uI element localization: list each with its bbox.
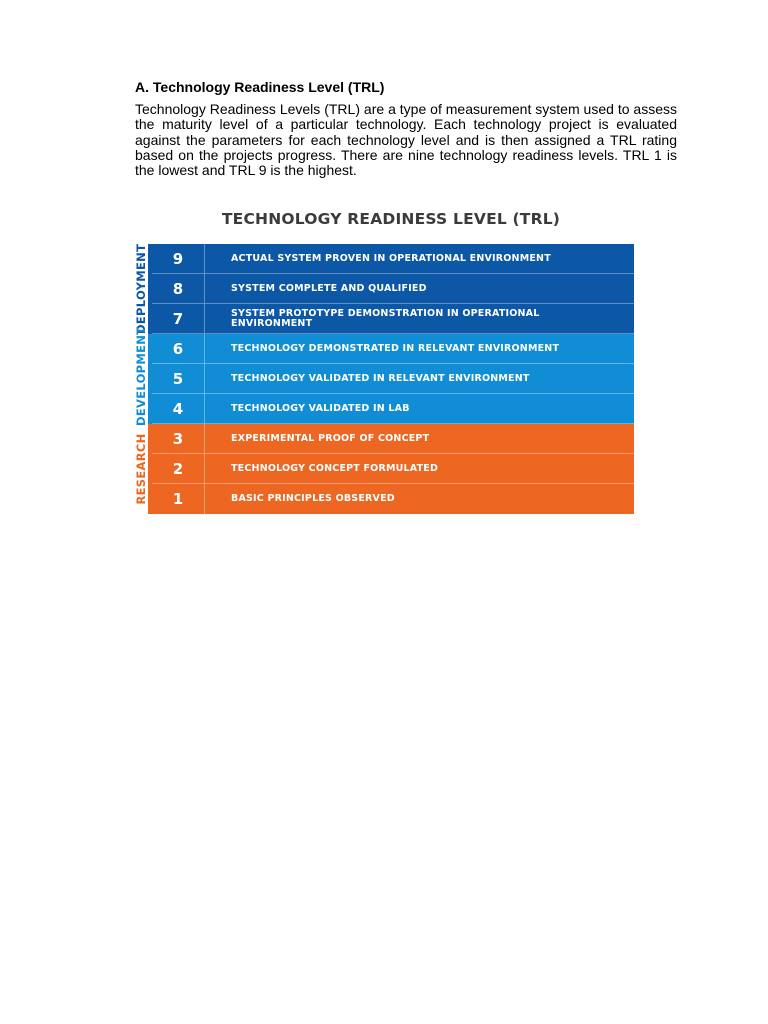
trl-level-description: BASIC PRINCIPLES OBSERVED <box>231 493 395 504</box>
trl-level-description: TECHNOLOGY DEMONSTRATED IN RELEVANT ENVIRONMENT <box>231 342 560 354</box>
trl-level-description: TECHNOLOGY CONCEPT FORMULATED <box>231 462 439 474</box>
trl-level-number: 4 <box>152 394 205 423</box>
trl-table <box>152 244 634 514</box>
trl-row-5 <box>152 364 634 394</box>
trl-level-description: ACTUAL SYSTEM PROVEN IN OPERATIONAL ENVIRONMENT <box>231 252 551 264</box>
intro-paragraph: Technology Readiness Levels (TRL) are a type of measurement system used to assess the maturity level of a particular technology. Each technology project is evaluated against the parameters for each technology level and is then assigned a TRL rating based on the projects progress. There are nine technology readiness levels. TRL 1 is the lowest and TRL 9 is the highest. <box>135 101 677 179</box>
trl-row-9 <box>152 244 634 274</box>
trl-level-number: 9 <box>152 244 205 273</box>
trl-level-number: 6 <box>152 334 205 363</box>
section-heading: A. Technology Readiness Level (TRL) <box>135 79 385 95</box>
trl-figure-title: TECHNOLOGY READINESS LEVEL (TRL) <box>221 210 561 228</box>
trl-level-number: 2 <box>152 454 205 483</box>
trl-level-description: TECHNOLOGY VALIDATED IN RELEVANT ENVIRONMENT <box>231 372 530 384</box>
trl-row-1 <box>152 484 634 514</box>
phase-label-research: RESEARCH <box>134 433 148 505</box>
phase-label-deployment: DEPLOYMENT <box>134 243 148 334</box>
phase-label-development: DEVELOPMENT <box>134 326 148 426</box>
trl-level-number: 7 <box>152 304 205 333</box>
trl-row-8 <box>152 274 634 304</box>
trl-row-2 <box>152 454 634 484</box>
trl-level-description: TECHNOLOGY VALIDATED IN LAB <box>231 402 410 414</box>
trl-row-7 <box>152 304 634 334</box>
trl-level-number: 1 <box>152 484 205 514</box>
trl-level-number: 8 <box>152 274 205 303</box>
trl-row-6 <box>152 334 634 364</box>
trl-level-description: SYSTEM COMPLETE AND QUALIFIED <box>231 282 427 294</box>
trl-level-number: 5 <box>152 364 205 393</box>
trl-row-3 <box>152 424 634 454</box>
trl-level-description: SYSTEM PROTOTYPE DEMONSTRATION IN OPERATIONAL ENVIRONMENT <box>231 307 540 329</box>
trl-level-description: EXPERIMENTAL PROOF OF CONCEPT <box>231 432 430 444</box>
trl-level-number: 3 <box>152 424 205 453</box>
trl-row-4 <box>152 394 634 424</box>
